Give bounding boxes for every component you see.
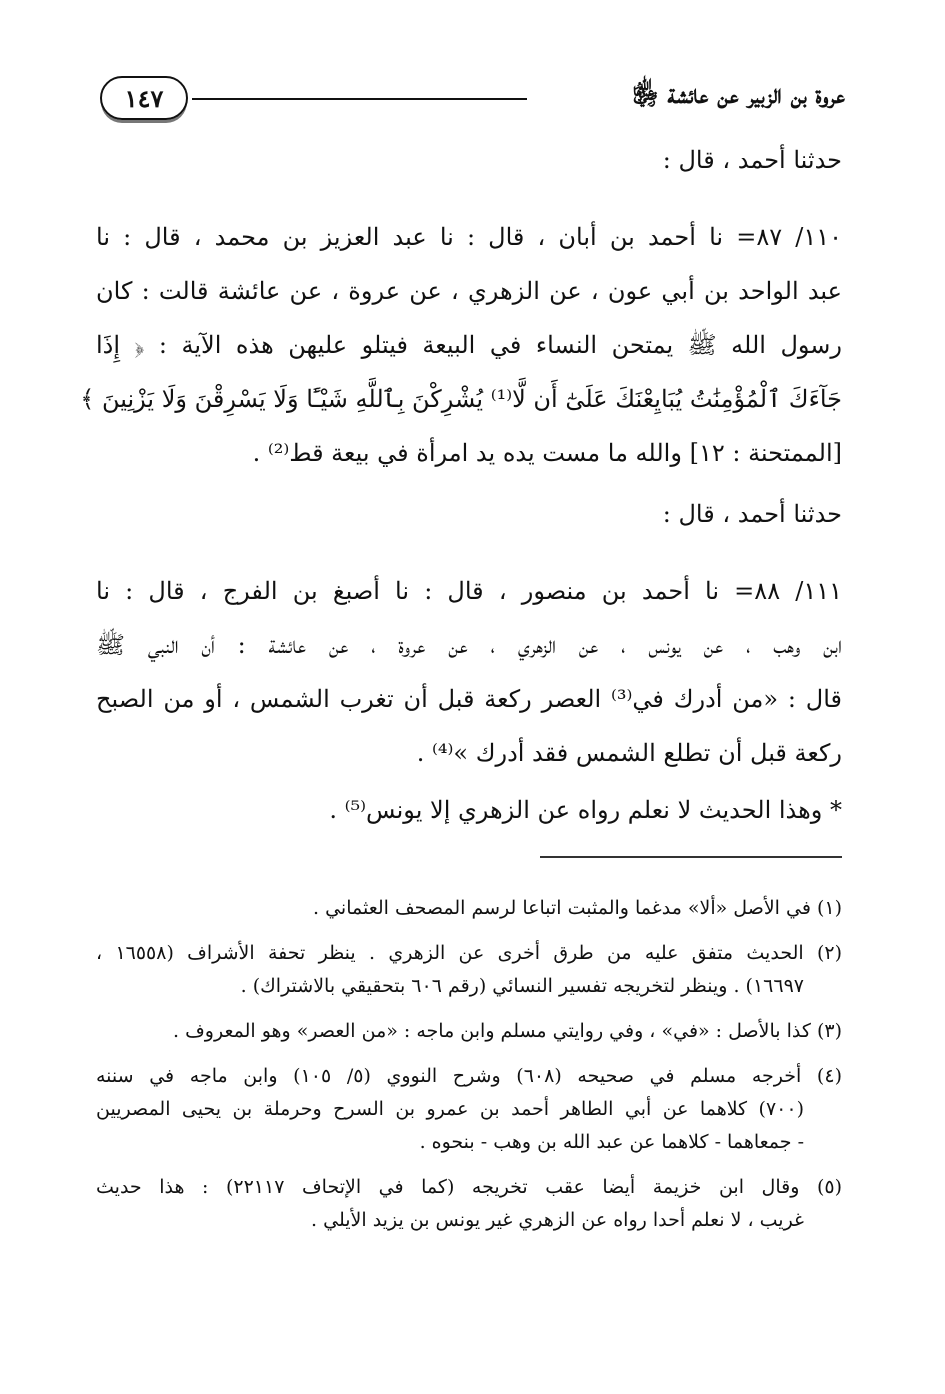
text-line: ابن وهب ، عن يونس ، عن الزهري ، عن عروة ، عن عائشة : أن النبي ﷺ <box>96 631 842 659</box>
footnote-1 <box>96 892 842 925</box>
footnote-separator <box>540 856 842 858</box>
quran-verse-line: جَآءَكَ ٱلْمُؤْمِنَٰتُ يُبَايِعْنَكَ عَلَىٰٓ أَن لَّا⁽¹⁾ يُشْرِكْنَ بِٱللَّهِ شَيْـًٔا وَلَا يَسْرِقْنَ وَلَا يَزْنِينَ ﴾ <box>80 385 842 413</box>
footnote-line: (٣) كذا بالأصل : «في» ، وفي روايتي مسلم وابن ماجه : «من العصر» وهو المعروف . <box>173 1020 842 1042</box>
hadith-110 <box>80 210 842 480</box>
chain-intro-2: حدثنا أحمد ، قال : <box>662 500 842 528</box>
text-line: [الممتحنة : ١٢] والله ما مست يده يد امرأة في بيعة قط⁽²⁾ . <box>252 439 842 467</box>
header-rule <box>192 98 527 100</box>
text-line: عبد الواحد بن أبي عون ، عن الزهري ، عن عروة ، عن عائشة قالت : كان <box>96 277 842 305</box>
footnote-line: - جمعاهما - كلاهما عن عبد الله بن وهب - بنحوه . <box>419 1131 804 1153</box>
footnote-5 <box>96 1171 842 1237</box>
footnotes <box>96 892 842 1249</box>
footnote-4 <box>96 1060 842 1159</box>
footnote-line: (٤) أخرجه مسلم في صحيحه (٦٠٨) وشرح النووي (٥/ ١٠٥) وابن ماجه في سننه <box>96 1065 842 1087</box>
hadith-111 <box>96 564 842 780</box>
page-header <box>100 70 845 126</box>
text-line: ركعة قبل أن تطلع الشمس فقد أدرك »⁽⁴⁾ . <box>416 739 842 767</box>
footnote-3 <box>96 1015 842 1048</box>
text-line: رسول الله ﷺ يمتحن النساء في البيعة فيتلو عليهن هذه الآية : ﴿ إِذَا <box>96 331 842 359</box>
footnote-line: ١٦٦٩٧) . وينظر لتخريجه تفسير النسائي (رقم ٦٠٦ بتحقيقي بالاشتراك) . <box>240 975 804 997</box>
chain-intro-1: حدثنا أحمد ، قال : <box>662 146 842 174</box>
footnote-2 <box>96 937 842 1003</box>
footnote-line: (٥) وقال ابن خزيمة أيضا عقب تخريجه (كما في الإتحاف ٢٢١١٧) : هذا حديث <box>96 1176 842 1198</box>
running-title: عروة بن الزبير عن عائشة ﵂ <box>632 80 845 110</box>
footnote-line: (١) في الأصل «ألا» مدغما والمثبت اتباعا لرسم المصحف العثماني . <box>313 897 842 919</box>
footnote-line: (٢) الحديث متفق عليه من طرق أخرى عن الزهري . ينظر تحفة الأشراف (١٦٥٥٨ ، <box>96 942 843 964</box>
text-line: ١١١/ ٨٨= نا أحمد بن منصور ، قال : نا أصبغ بن الفرج ، قال : نا <box>96 577 842 605</box>
footnote-line: (٧٠٠) كلاهما عن أبي الطاهر أحمد بن عمرو بن السرح وحرملة بن يحيى المصريين <box>96 1098 804 1120</box>
footnote-line: غريب ، لا نعلم أحدا رواه عن الزهري غير يونس بن يزيد الأيلي . <box>311 1209 804 1231</box>
author-note: * وهذا الحديث لا نعلم رواه عن الزهري إلا يونس⁽⁵⁾ . <box>329 796 842 824</box>
page-number: ١٤٧ <box>100 76 188 120</box>
text-line: ١١٠/ ٨٧= نا أحمد بن أبان ، قال : نا عبد العزيز بن محمد ، قال : نا <box>96 223 842 251</box>
text-line: قال : «من أدرك في⁽³⁾ العصر ركعة قبل أن تغرب الشمس ، أو من الصبح <box>96 685 842 713</box>
